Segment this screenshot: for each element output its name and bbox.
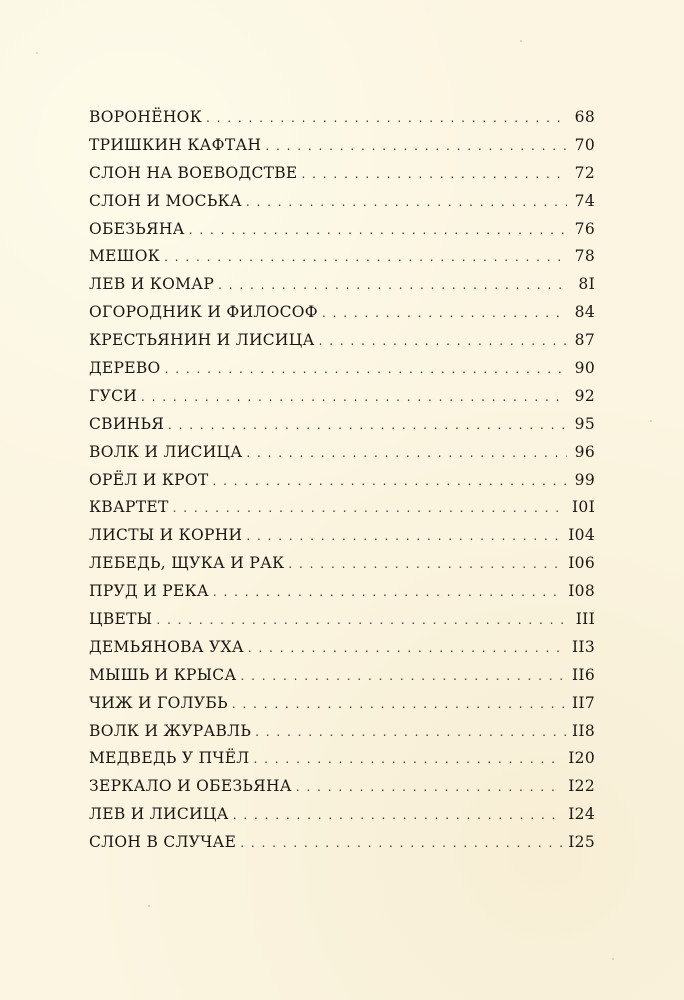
dot-leader bbox=[246, 529, 562, 543]
toc-entry[interactable] bbox=[89, 220, 595, 248]
dot-leader bbox=[173, 501, 566, 515]
toc-entry-title: ДЕРЕВО bbox=[89, 359, 161, 378]
paper-speck bbox=[650, 420, 652, 422]
toc-entry-title: ПРУД И РЕКА bbox=[89, 582, 209, 601]
toc-entry-title: ЦВЕТЫ bbox=[89, 610, 153, 629]
dot-leader bbox=[241, 669, 566, 683]
toc-entry-title: ЧИЖ И ГОЛУБЬ bbox=[89, 693, 228, 712]
dot-leader bbox=[164, 250, 567, 264]
dot-leader bbox=[265, 139, 567, 153]
toc-entry-title: ЛЕВ И ЛИСИЦА bbox=[89, 805, 229, 824]
toc-entry-title: ТРИШКИН КАФТАН bbox=[89, 135, 262, 154]
toc-entry-title: СВИНЬЯ bbox=[89, 414, 165, 433]
toc-entry-page-number: I06 bbox=[568, 554, 595, 573]
toc-entry-page-number: 95 bbox=[574, 414, 595, 433]
dot-leader bbox=[165, 362, 567, 376]
toc-entry[interactable] bbox=[89, 638, 595, 666]
toc-entry-page-number: 87 bbox=[574, 331, 595, 350]
toc-entry-title: ОГОРОДНИК И ФИЛОСОФ bbox=[89, 303, 318, 322]
toc-entry-title: СЛОН И МОСЬКА bbox=[89, 191, 242, 210]
toc-entry-page-number: 78 bbox=[574, 247, 595, 266]
toc-entry[interactable] bbox=[89, 526, 595, 554]
paper-speck bbox=[36, 52, 38, 54]
dot-leader bbox=[288, 557, 562, 571]
dot-leader bbox=[141, 390, 567, 404]
toc-entry[interactable] bbox=[89, 722, 595, 750]
toc-entry-page-number: II3 bbox=[571, 637, 595, 656]
toc-entry-title: СЛОН В СЛУЧАЕ bbox=[89, 833, 237, 852]
toc-entry-title: КРЕСТЬЯНИН И ЛИСИЦА bbox=[89, 331, 315, 350]
toc-entry-page-number: 72 bbox=[574, 163, 595, 182]
toc-entry[interactable] bbox=[89, 359, 595, 387]
toc-entry-page-number: I24 bbox=[568, 805, 595, 824]
toc-entry-page-number: II7 bbox=[571, 693, 595, 712]
toc-entry-title: МЕШОК bbox=[89, 247, 161, 266]
toc-entry[interactable] bbox=[89, 833, 595, 861]
toc-entry-page-number: 84 bbox=[574, 303, 595, 322]
toc-entry[interactable] bbox=[89, 192, 595, 220]
toc-entry[interactable] bbox=[89, 415, 595, 443]
toc-entry-title: ЛИСТЫ И КОРНИ bbox=[89, 526, 243, 545]
paper-speck bbox=[520, 40, 522, 42]
paper-speck bbox=[148, 905, 150, 907]
dot-leader bbox=[213, 585, 562, 599]
toc-entry[interactable] bbox=[89, 247, 595, 275]
dot-leader bbox=[246, 446, 567, 460]
dot-leader bbox=[255, 725, 566, 739]
toc-entry[interactable] bbox=[89, 443, 595, 471]
toc-entry-title: КВАРТЕТ bbox=[89, 498, 169, 517]
toc-entry-title: ВОЛК И ЖУРАВЛЬ bbox=[89, 721, 252, 740]
toc-entry[interactable] bbox=[89, 694, 595, 722]
toc-entry[interactable] bbox=[89, 108, 595, 136]
toc-entry-page-number: II8 bbox=[571, 721, 595, 740]
toc-entry-title: ОБЕЗЬЯНА bbox=[89, 219, 185, 238]
toc-entry-title: СЛОН НА ВОЕВОДСТВЕ bbox=[89, 163, 298, 182]
toc-entry[interactable] bbox=[89, 610, 595, 638]
toc-entry[interactable] bbox=[89, 582, 595, 610]
toc-entry-page-number: I08 bbox=[568, 582, 595, 601]
dot-leader bbox=[254, 752, 563, 766]
dot-leader bbox=[296, 780, 562, 794]
toc-entry-title: ВОРОНЁНОК bbox=[89, 108, 202, 126]
toc-entry-title: ВОЛК И ЛИСИЦА bbox=[89, 442, 243, 461]
toc-entry-page-number: I20 bbox=[568, 749, 595, 768]
toc-entry-title: ЛЕВ И КОМАР bbox=[89, 275, 215, 294]
toc-entry[interactable] bbox=[89, 554, 595, 582]
paper-speck bbox=[612, 958, 614, 960]
toc-entry-page-number: 68 bbox=[574, 108, 595, 126]
toc-entry-page-number: I04 bbox=[568, 526, 595, 545]
toc-entry[interactable] bbox=[89, 331, 595, 359]
toc-entry[interactable] bbox=[89, 387, 595, 415]
toc-entry[interactable] bbox=[89, 777, 595, 805]
toc-entry-title: ЗЕРКАЛО И ОБЕЗЬЯНА bbox=[89, 777, 292, 796]
toc-entry-page-number: 90 bbox=[574, 359, 595, 378]
toc-entry-page-number: 99 bbox=[574, 470, 595, 489]
table-of-contents bbox=[89, 108, 595, 861]
dot-leader bbox=[232, 697, 566, 711]
toc-entry[interactable] bbox=[89, 666, 595, 694]
dot-leader bbox=[156, 613, 567, 627]
dot-leader bbox=[206, 111, 567, 125]
dot-leader bbox=[319, 334, 567, 348]
dot-leader bbox=[246, 195, 567, 209]
toc-entry-title: ЛЕБЕДЬ, ЩУКА И РАК bbox=[89, 554, 285, 573]
toc-entry[interactable] bbox=[89, 471, 595, 499]
toc-entry[interactable] bbox=[89, 498, 595, 526]
toc-entry-page-number: 76 bbox=[574, 219, 595, 238]
dot-leader bbox=[189, 223, 567, 237]
toc-entry-page-number: 92 bbox=[574, 386, 595, 405]
dot-leader bbox=[248, 641, 566, 655]
dot-leader bbox=[213, 474, 567, 488]
toc-entry-title: МЫШЬ И КРЫСА bbox=[89, 665, 237, 684]
toc-entry-title: МЕДВЕДЬ У ПЧЁЛ bbox=[89, 749, 250, 768]
toc-entry-title: ДЕМЬЯНОВА УХА bbox=[89, 637, 244, 656]
toc-entry[interactable] bbox=[89, 805, 595, 833]
toc-entry-page-number: I0I bbox=[571, 498, 595, 517]
toc-entry[interactable] bbox=[89, 749, 595, 777]
toc-entry[interactable] bbox=[89, 164, 595, 192]
dot-leader bbox=[218, 278, 567, 292]
toc-entry[interactable] bbox=[89, 136, 595, 164]
toc-entry-page-number: III bbox=[575, 610, 595, 629]
dot-leader bbox=[233, 808, 563, 822]
toc-entry-page-number: 74 bbox=[574, 191, 595, 210]
toc-entry-page-number: II6 bbox=[571, 665, 595, 684]
toc-entry-page-number: 70 bbox=[574, 135, 595, 154]
dot-leader bbox=[302, 167, 567, 181]
toc-entry[interactable] bbox=[89, 275, 595, 303]
toc-entry-page-number: 8I bbox=[578, 275, 595, 294]
toc-entry-page-number: I25 bbox=[568, 833, 595, 852]
toc-entry-page-number: 96 bbox=[574, 442, 595, 461]
toc-entry-title: ОРЁЛ И КРОТ bbox=[89, 470, 209, 489]
dot-leader bbox=[240, 836, 562, 850]
toc-entry-title: ГУСИ bbox=[89, 386, 138, 405]
dot-leader bbox=[322, 306, 567, 320]
toc-entry[interactable] bbox=[89, 303, 595, 331]
toc-entry-page-number: I22 bbox=[568, 777, 595, 796]
dot-leader bbox=[168, 418, 567, 432]
